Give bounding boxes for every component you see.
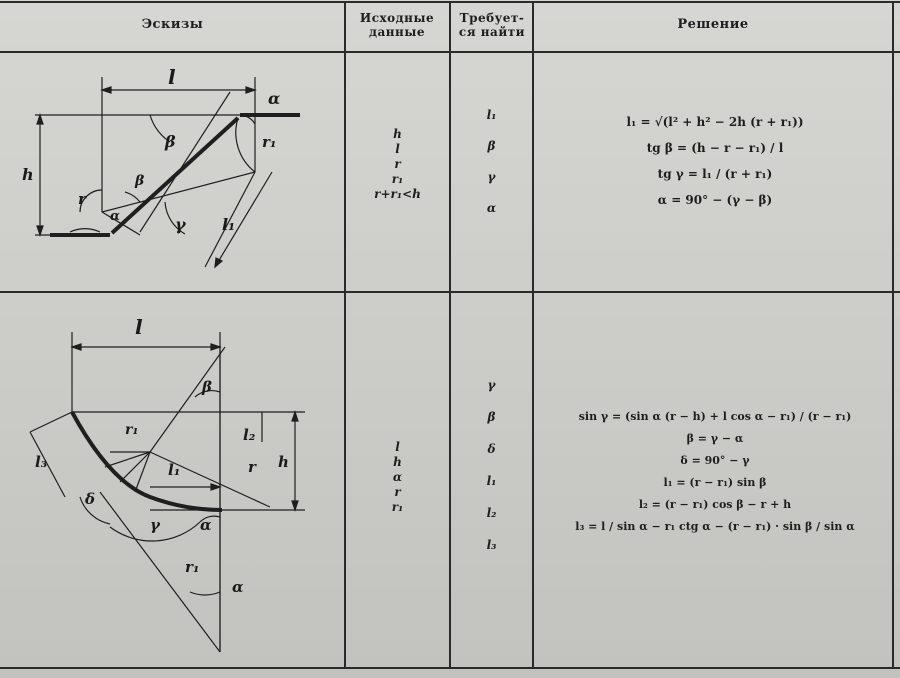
sketch-2 — [0, 292, 345, 668]
given-item: l — [395, 142, 400, 156]
label-delta: δ — [85, 490, 96, 508]
header-given: Исходные данные — [359, 11, 435, 39]
label-gamma: γ — [150, 516, 160, 534]
sketch-1 — [0, 52, 345, 292]
formula: l₃ = l / sin α − r₁ ctg α − (r − r₁) · sin β / sin α — [575, 520, 855, 533]
label-r: r — [78, 190, 86, 208]
formula: l₁ = √(l² + h² − 2h (r + r₁)) — [626, 115, 804, 129]
label-alpha-lower: α — [232, 578, 244, 596]
label-gamma: γ — [175, 215, 186, 234]
required-item: γ — [487, 170, 496, 184]
given-item: h — [393, 455, 402, 469]
label-beta-mid: β — [135, 173, 145, 189]
row2-given — [345, 440, 450, 514]
label-l1: l₁ — [222, 215, 236, 234]
given-item: r+r₁<h — [374, 187, 421, 201]
label-l2: l₂ — [243, 426, 256, 444]
formula: α = 90° − (γ − β) — [657, 193, 773, 207]
given-item: h — [393, 127, 402, 141]
label-beta: β — [202, 378, 212, 396]
header-sketches: Эскизы — [141, 17, 204, 32]
row1-required — [450, 108, 533, 215]
formula: tg γ = l₁ / (r + r₁) — [657, 167, 773, 181]
required-item: l₁ — [486, 474, 497, 488]
formula: sin γ = (sin α (r − h) + l cos α − r₁) / (r − r₁) — [578, 410, 852, 423]
given-item: r₁ — [391, 172, 404, 186]
label-alpha: α — [200, 516, 212, 534]
label-l: l — [135, 315, 143, 339]
given-item: l — [395, 440, 400, 454]
formula: l₂ = (r − r₁) cos β − r + h — [638, 498, 792, 511]
given-item: α — [392, 470, 403, 484]
required-item: β — [487, 139, 496, 153]
formula: l₁ = (r − r₁) sin β — [663, 476, 767, 489]
given-item: r₁ — [391, 500, 404, 514]
label-h: h — [278, 453, 289, 471]
required-item: γ — [487, 378, 496, 392]
label-l: l — [168, 65, 176, 89]
formula: tg β = (h − r − r₁) / l — [646, 141, 784, 155]
label-r1-lower: r₁ — [185, 558, 200, 576]
header-solution: Решение — [677, 17, 749, 32]
required-item: δ — [487, 442, 496, 456]
row1-formulas — [545, 115, 885, 207]
given-item: r — [394, 485, 401, 499]
required-item: α — [486, 201, 497, 215]
label-l1: l₁ — [168, 461, 181, 479]
label-r: r — [248, 458, 256, 476]
label-l3: l₃ — [35, 453, 48, 471]
formula: β = γ − α — [686, 432, 744, 445]
label-h: h — [22, 165, 34, 184]
row2-required — [450, 378, 533, 552]
given-item: r — [394, 157, 401, 171]
header-required: Требует-ся найти — [458, 11, 526, 39]
required-item: l₁ — [486, 108, 497, 122]
label-r1: r₁ — [125, 422, 139, 438]
label-r1: r₁ — [262, 133, 277, 151]
required-item: l₃ — [486, 538, 497, 552]
label-beta-top: β — [165, 132, 176, 151]
row1-given — [345, 127, 450, 201]
row2-formulas — [540, 410, 890, 533]
required-item: β — [487, 410, 496, 424]
formula: δ = 90° − γ — [680, 454, 750, 467]
label-alpha: α — [268, 89, 281, 108]
required-item: l₂ — [486, 506, 497, 520]
label-alpha-small: α — [110, 209, 121, 224]
